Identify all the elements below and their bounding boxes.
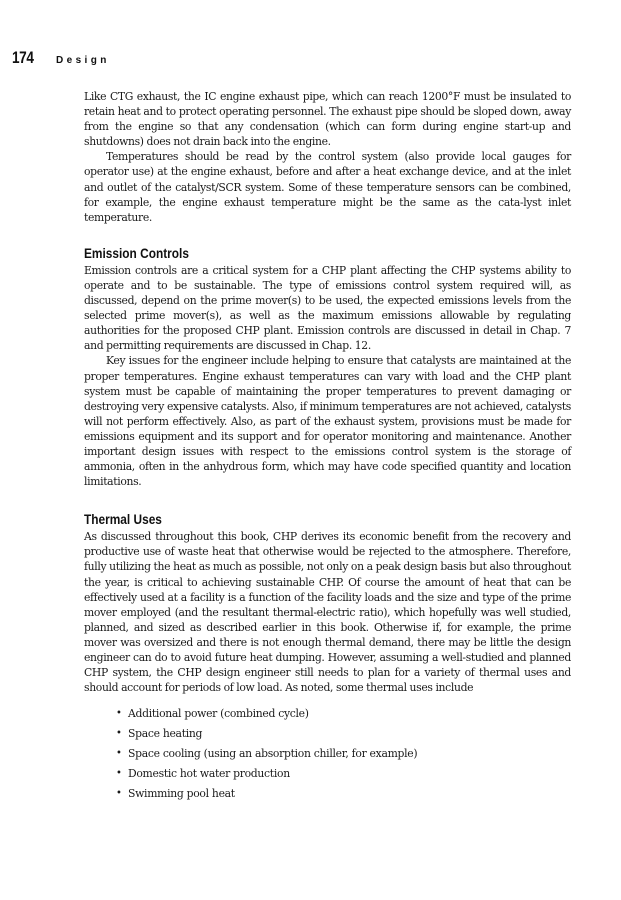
emission-paragraph-2: Key issues for the engineer include helping to ensure that catalysts are maintained at the proper temperatures. Engine exhaust temperatures can vary with load and the CHP plant system must be capable of maintaining the proper temperatures to prevent damaging or destroying very expensive catalysts. Also, if minimum temperatures are not achieved, catalysts will not perform effectively. Also, as part of the exhaust system, provisions must be made for emissions equipment and its support and for operator monitoring and maintenance. Another important design issues with respect to the emissions control system is the storage of ammonia, often in the anhydrous form, which may have code specified quantity and location limitations.: [84, 354, 571, 489]
list-item: [116, 744, 571, 764]
bullet-icon: •: [116, 768, 122, 780]
section-heading-emission-controls: Emission Controls: [84, 245, 189, 261]
list-item: [116, 704, 571, 724]
page-header: [12, 48, 110, 68]
bullet-icon: •: [116, 728, 122, 740]
list-item: [116, 724, 571, 744]
list-item-text: Space cooling (using an absorption chiller, for example): [128, 747, 418, 761]
bullet-icon: •: [116, 708, 122, 720]
page-body: [84, 89, 571, 804]
list-item-text: Additional power (combined cycle): [128, 707, 309, 721]
list-item-text: Domestic hot water production: [128, 767, 290, 781]
list-item-text: Space heating: [128, 727, 203, 741]
page-number: 174: [12, 48, 34, 67]
intro-paragraph-1: Like CTG exhaust, the IC engine exhaust pipe, which can reach 1200°F must be insulated to retain heat and to protect operating personnel. The exhaust pipe should be sloped down, away from the engine so that any condensation (which can form during engine start-up and shutdowns) does not drain back into the engine.: [84, 90, 571, 149]
list-item: [116, 764, 571, 784]
bullet-icon: •: [116, 748, 122, 760]
bullet-icon: •: [116, 788, 122, 800]
list-item-text: Swimming pool heat: [128, 787, 235, 801]
thermal-uses-list: [84, 704, 571, 804]
list-item: [116, 784, 571, 804]
section-heading-thermal-uses: Thermal Uses: [84, 512, 162, 528]
intro-paragraph-2: Temperatures should be read by the control system (also provide local gauges for operator use) at the engine exhaust, before and after a heat exchange device, and at the inlet and outlet of the catalyst/SCR system. Some of these temperature sensors can be combined, for example, the engine exhaust temperature might be the same as the cata-lyst inlet temperature.: [84, 150, 571, 224]
thermal-paragraph: As discussed throughout this book, CHP derives its economic benefit from the recovery and productive use of waste heat that otherwise would be rejected to the atmosphere. Therefore, fully utilizing the heat as much as possible, not only on a peak design basis but also throughout the year, is critical to achieving sustainable CHP. Of course the amount of heat that can be effectively used at a facility is a function of the facility loads and the size and type of the prime mover employed (and the resultant thermal-electric ratio), which hopefully was well studied, planned, and sized as described earlier in this book. Otherwise if, for example, the prime mover was oversized and there is not enough thermal demand, there may be little the design engineer can do to avoid future heat dumping. However, assuming a well-studied and planned CHP system, the CHP design engineer still needs to plan for a variety of thermal uses and should account for periods of low load. As noted, some thermal uses include: [84, 530, 571, 695]
emission-paragraph-1: Emission controls are a critical system for a CHP plant affecting the CHP systems ability to operate and to be sustainable. The type of emissions control system required will, as discussed, depend on the prime mover(s) to be used, the expected emissions levels from the selected prime mover(s), as well as the maximum emissions allowable by regulating authorities for the proposed CHP plant. Emission controls are discussed in detail in Chap. 7 and permitting requirements are discussed in Chap. 12.: [84, 263, 571, 353]
running-head: Design: [56, 55, 110, 66]
